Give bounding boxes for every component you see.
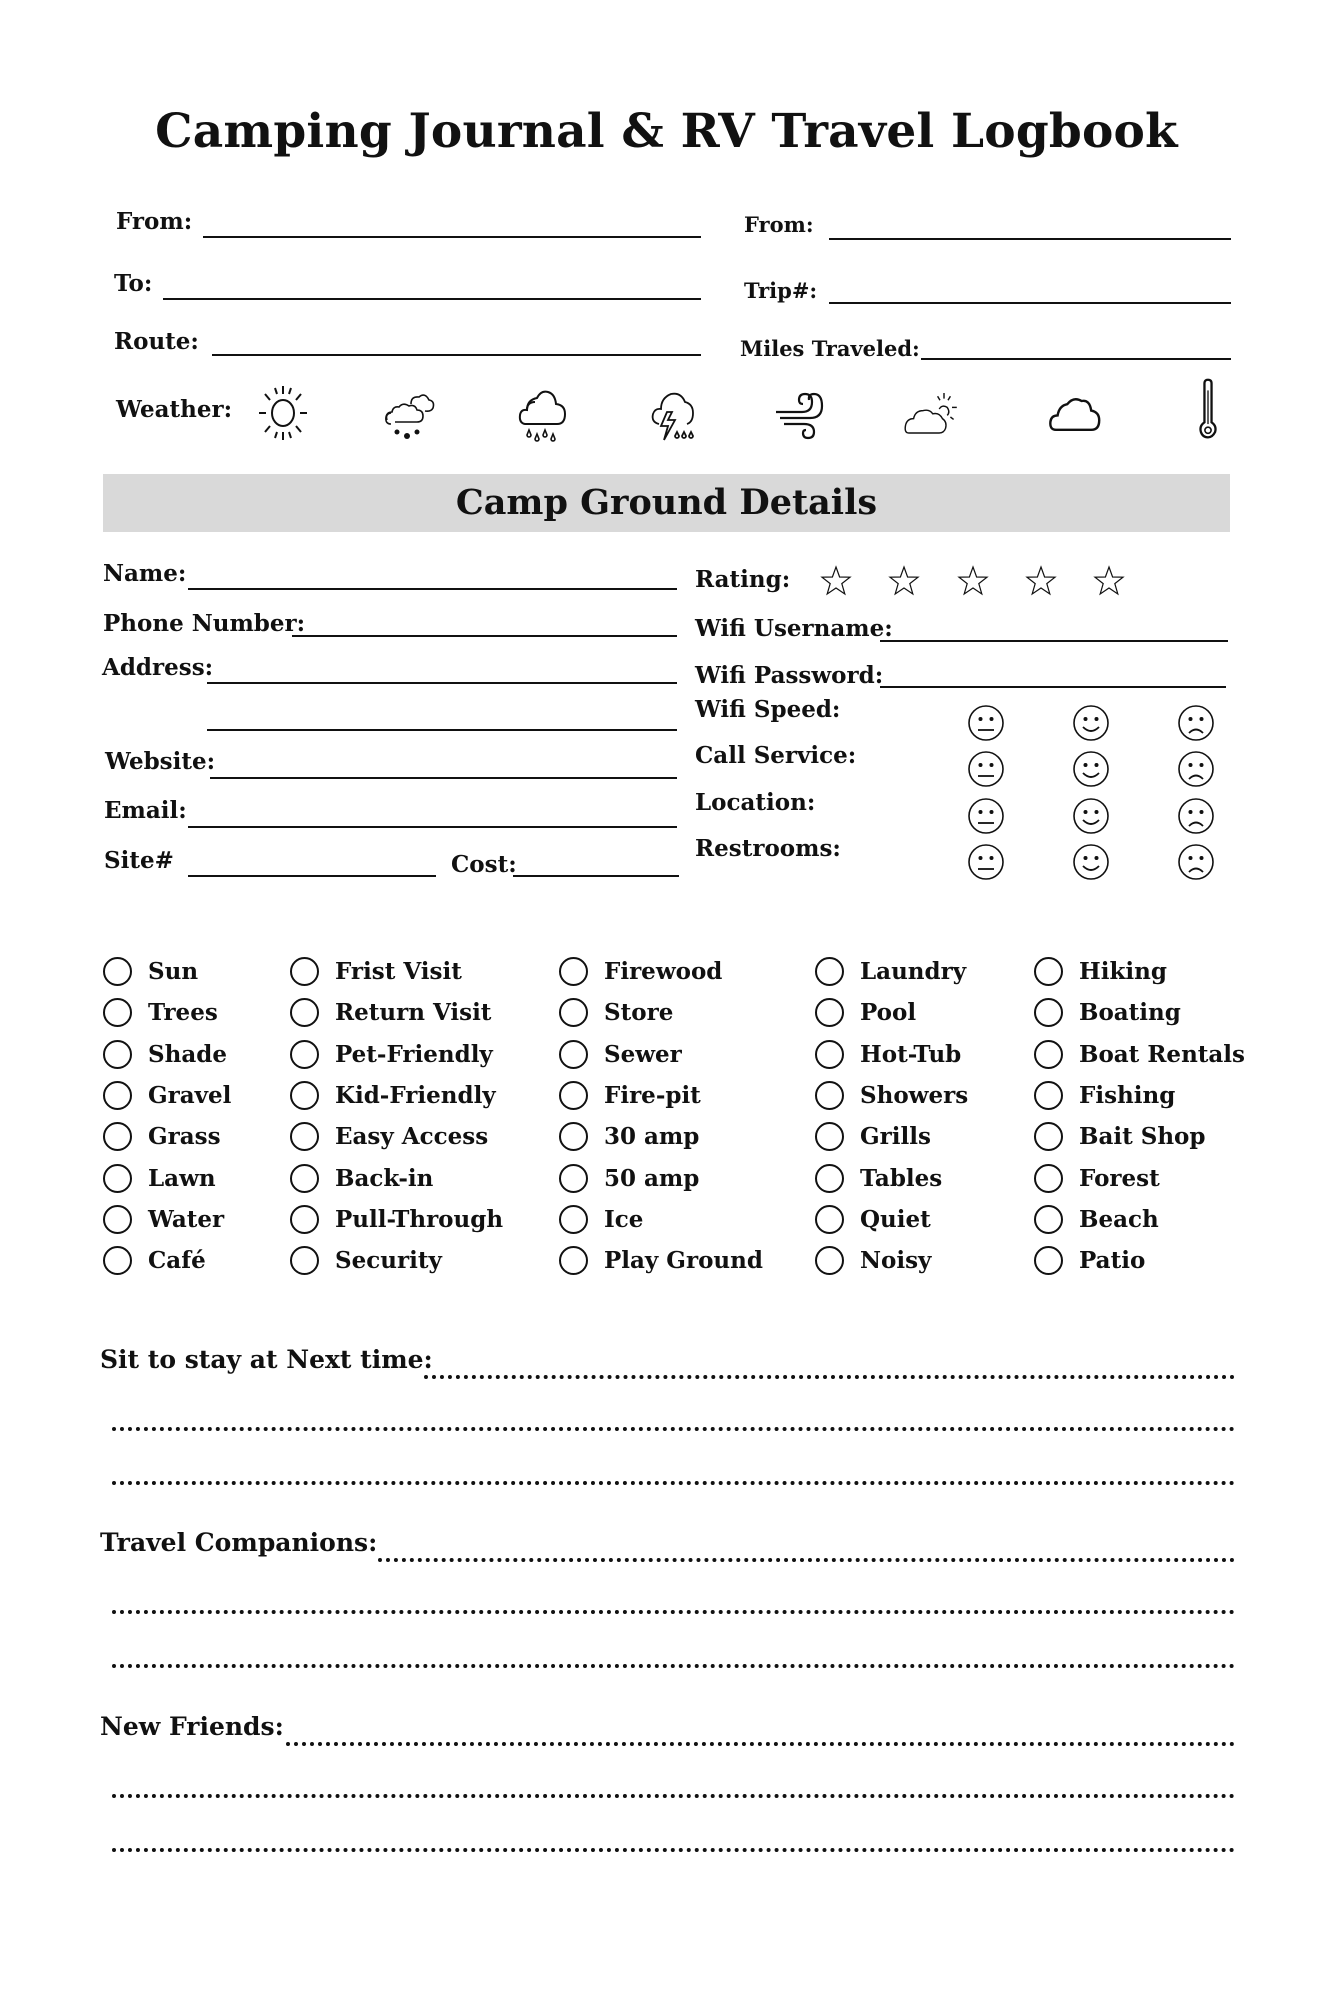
checkbox-circle-icon[interactable] bbox=[815, 1246, 844, 1275]
checkbox-circle-icon[interactable] bbox=[559, 1040, 588, 1069]
sad-face-icon[interactable] bbox=[1177, 750, 1215, 788]
checkbox-circle-icon[interactable] bbox=[1034, 1040, 1063, 1069]
checkbox-circle-icon[interactable] bbox=[103, 1205, 132, 1234]
checkbox-circle-icon[interactable] bbox=[815, 957, 844, 986]
checkbox-circle-icon[interactable] bbox=[1034, 1205, 1063, 1234]
checklist-item-label: Quiet bbox=[860, 1205, 931, 1233]
checkbox-circle-icon[interactable] bbox=[290, 1246, 319, 1275]
checkbox-circle-icon[interactable] bbox=[103, 1246, 132, 1275]
checklist-item-label: Pool bbox=[860, 998, 917, 1026]
notes-field-continuation[interactable] bbox=[112, 1794, 1235, 1798]
checklist-item-label: Gravel bbox=[148, 1081, 232, 1109]
checklist-item-label: Laundry bbox=[860, 957, 967, 985]
checklist-item-label: Ice bbox=[604, 1205, 644, 1233]
checklist-item-label: Water bbox=[148, 1205, 225, 1233]
happy-face-icon[interactable] bbox=[1072, 843, 1110, 881]
checklist-item-label: 50 amp bbox=[604, 1164, 700, 1192]
email-field[interactable] bbox=[188, 826, 677, 828]
from-field[interactable] bbox=[203, 236, 701, 238]
address-label: Address: bbox=[102, 654, 214, 681]
checklist-item-label: Frist Visit bbox=[335, 957, 462, 985]
checklist-item[interactable] bbox=[559, 1160, 699, 1196]
notes-field-continuation[interactable] bbox=[112, 1664, 1235, 1668]
assessment-label: Call Service: bbox=[695, 742, 857, 769]
checkbox-circle-icon[interactable] bbox=[559, 1246, 588, 1275]
checklist-item[interactable] bbox=[559, 994, 673, 1030]
checklist-item[interactable] bbox=[103, 1160, 216, 1196]
checklist-item-label: Easy Access bbox=[335, 1122, 489, 1150]
name-field[interactable] bbox=[188, 588, 677, 590]
checklist-item[interactable] bbox=[290, 1160, 433, 1196]
phone-label: Phone Number: bbox=[103, 610, 306, 637]
neutral-face-icon[interactable] bbox=[967, 843, 1005, 881]
checklist-item[interactable] bbox=[815, 1242, 931, 1278]
checklist-item[interactable] bbox=[1034, 1118, 1205, 1154]
checklist-item[interactable] bbox=[290, 1036, 493, 1072]
checkbox-circle-icon[interactable] bbox=[290, 957, 319, 986]
checklist-item-label: Store bbox=[604, 998, 674, 1026]
checklist-item[interactable] bbox=[1034, 1201, 1159, 1237]
checkbox-circle-icon[interactable] bbox=[815, 998, 844, 1027]
checklist-item[interactable] bbox=[815, 994, 916, 1030]
wind-icon[interactable] bbox=[772, 382, 828, 444]
checklist-item[interactable] bbox=[103, 953, 198, 989]
checklist-item-label: Grass bbox=[148, 1122, 221, 1150]
checklist-item-label: Noisy bbox=[860, 1246, 932, 1274]
wifi-username-label: Wifi Username: bbox=[695, 615, 893, 642]
checklist-item[interactable] bbox=[559, 1242, 763, 1278]
checklist-item-label: Return Visit bbox=[335, 998, 492, 1026]
checklist-item-label: Shade bbox=[148, 1040, 227, 1068]
address-line-2-field[interactable] bbox=[207, 729, 677, 731]
checklist-item-label: Back-in bbox=[335, 1164, 434, 1192]
from-right-label: From: bbox=[744, 212, 814, 237]
route-field[interactable] bbox=[212, 354, 701, 356]
checklist-item[interactable] bbox=[1034, 1077, 1175, 1113]
from-right-field[interactable] bbox=[829, 238, 1231, 240]
rating-star-icon[interactable] bbox=[888, 565, 920, 597]
checkbox-circle-icon[interactable] bbox=[815, 1205, 844, 1234]
from-label: From: bbox=[116, 208, 193, 235]
checkbox-circle-icon[interactable] bbox=[103, 1164, 132, 1193]
notes-field-continuation[interactable] bbox=[112, 1427, 1235, 1431]
checkbox-circle-icon[interactable] bbox=[290, 1040, 319, 1069]
checklist-item[interactable] bbox=[1034, 1036, 1245, 1072]
site-field[interactable] bbox=[188, 875, 436, 877]
checklist-item-label: Boating bbox=[1079, 998, 1181, 1026]
notes-label: New Friends: bbox=[100, 1712, 284, 1741]
snow-cloud-icon[interactable] bbox=[381, 382, 437, 444]
rating-star-icon[interactable] bbox=[820, 565, 852, 597]
neutral-face-icon[interactable] bbox=[967, 750, 1005, 788]
checklist-item-label: Trees bbox=[148, 998, 218, 1026]
wifi-username-field[interactable] bbox=[880, 640, 1228, 642]
checklist-item-label: Kid-Friendly bbox=[335, 1081, 496, 1109]
checklist-item[interactable] bbox=[1034, 994, 1181, 1030]
checkbox-circle-icon[interactable] bbox=[1034, 998, 1063, 1027]
checklist-item-label: Security bbox=[335, 1246, 442, 1274]
checklist-item-label: Play Ground bbox=[604, 1246, 763, 1274]
checklist-item-label: Café bbox=[148, 1246, 206, 1274]
sad-face-icon[interactable] bbox=[1177, 704, 1215, 742]
checkbox-circle-icon[interactable] bbox=[815, 1164, 844, 1193]
cloud-icon[interactable] bbox=[1048, 382, 1104, 444]
neutral-face-icon[interactable] bbox=[967, 704, 1005, 742]
checklist-item[interactable] bbox=[103, 1201, 224, 1237]
website-field[interactable] bbox=[210, 777, 677, 779]
name-label: Name: bbox=[103, 560, 187, 587]
notes-label: Sit to stay at Next time: bbox=[100, 1345, 433, 1374]
address-field[interactable] bbox=[207, 682, 677, 684]
checklist-item[interactable] bbox=[290, 1118, 488, 1154]
checkbox-circle-icon[interactable] bbox=[559, 1164, 588, 1193]
happy-face-icon[interactable] bbox=[1072, 750, 1110, 788]
checklist-item-label: 30 amp bbox=[604, 1122, 700, 1150]
checklist-item-label: Tables bbox=[860, 1164, 943, 1192]
checklist-item[interactable] bbox=[103, 1242, 206, 1278]
checklist-item[interactable] bbox=[815, 1201, 931, 1237]
checklist-item[interactable] bbox=[815, 1118, 931, 1154]
checkbox-circle-icon[interactable] bbox=[559, 1122, 588, 1151]
notes-field-continuation[interactable] bbox=[112, 1848, 1235, 1852]
page-title: Camping Journal & RV Travel Logbook bbox=[155, 104, 1178, 159]
trip-number-field[interactable] bbox=[829, 302, 1231, 304]
sad-face-icon[interactable] bbox=[1177, 843, 1215, 881]
checklist-item[interactable] bbox=[1034, 1160, 1160, 1196]
checkbox-circle-icon[interactable] bbox=[559, 1205, 588, 1234]
notes-field[interactable] bbox=[378, 1558, 1235, 1562]
partly-cloudy-icon[interactable] bbox=[904, 382, 960, 444]
rating-label: Rating: bbox=[695, 566, 791, 593]
checklist-item-label: Hiking bbox=[1079, 957, 1167, 985]
checklist-item-label: Bait Shop bbox=[1079, 1122, 1206, 1150]
checklist-item-label: Pet-Friendly bbox=[335, 1040, 493, 1068]
checklist-item[interactable] bbox=[559, 1077, 701, 1113]
rating-star-icon[interactable] bbox=[1025, 565, 1057, 597]
checkbox-circle-icon[interactable] bbox=[559, 957, 588, 986]
sad-face-icon[interactable] bbox=[1177, 797, 1215, 835]
campground-section-header bbox=[103, 474, 1230, 532]
checkbox-circle-icon[interactable] bbox=[290, 1122, 319, 1151]
trip-number-label: Trip#: bbox=[744, 278, 818, 303]
notes-field-continuation[interactable] bbox=[112, 1481, 1235, 1485]
email-label: Email: bbox=[104, 797, 187, 824]
checkbox-circle-icon[interactable] bbox=[815, 1122, 844, 1151]
checklist-item-label: Fire-pit bbox=[604, 1081, 701, 1109]
rain-cloud-icon[interactable] bbox=[515, 382, 571, 444]
checkbox-circle-icon[interactable] bbox=[290, 1205, 319, 1234]
checklist-item-label: Grills bbox=[860, 1122, 931, 1150]
checklist-item[interactable] bbox=[290, 953, 462, 989]
assessment-label: Wifi Speed: bbox=[695, 696, 841, 723]
checklist-item[interactable] bbox=[815, 953, 966, 989]
phone-field[interactable] bbox=[292, 635, 677, 637]
weather-label: Weather: bbox=[116, 396, 233, 423]
checklist-item[interactable] bbox=[1034, 953, 1167, 989]
checkbox-circle-icon[interactable] bbox=[1034, 957, 1063, 986]
miles-traveled-label: Miles Traveled: bbox=[740, 336, 920, 361]
checkbox-circle-icon[interactable] bbox=[103, 957, 132, 986]
checkbox-circle-icon[interactable] bbox=[815, 1040, 844, 1069]
notes-field[interactable] bbox=[286, 1742, 1235, 1746]
checklist-item[interactable] bbox=[290, 994, 491, 1030]
site-label: Site# bbox=[104, 847, 174, 874]
checkbox-circle-icon[interactable] bbox=[290, 1081, 319, 1110]
checkbox-circle-icon[interactable] bbox=[1034, 1081, 1063, 1110]
cost-field[interactable] bbox=[513, 875, 679, 877]
happy-face-icon[interactable] bbox=[1072, 704, 1110, 742]
checklist-item-label: Sewer bbox=[604, 1040, 682, 1068]
checklist-item[interactable] bbox=[815, 1036, 961, 1072]
checkbox-circle-icon[interactable] bbox=[103, 998, 132, 1027]
checkbox-circle-icon[interactable] bbox=[1034, 1122, 1063, 1151]
checkbox-circle-icon[interactable] bbox=[290, 998, 319, 1027]
rating-star-icon[interactable] bbox=[1093, 565, 1125, 597]
checklist-item[interactable] bbox=[815, 1160, 942, 1196]
checklist-item-label: Fishing bbox=[1079, 1081, 1176, 1109]
assessment-label: Location: bbox=[695, 789, 816, 816]
thunderstorm-icon[interactable] bbox=[645, 382, 701, 444]
thermometer-icon[interactable] bbox=[1180, 378, 1236, 440]
checklist-item-label: Pull-Through bbox=[335, 1205, 504, 1233]
checklist-item[interactable] bbox=[559, 1036, 682, 1072]
checklist-item[interactable] bbox=[103, 1036, 227, 1072]
checklist-item-label: Beach bbox=[1079, 1205, 1159, 1233]
cost-label: Cost: bbox=[451, 851, 517, 878]
checklist-item[interactable] bbox=[290, 1242, 442, 1278]
checkbox-circle-icon[interactable] bbox=[103, 1122, 132, 1151]
website-label: Website: bbox=[105, 748, 216, 775]
checklist-item-label: Patio bbox=[1079, 1246, 1146, 1274]
section-title: Camp Ground Details bbox=[455, 482, 878, 523]
checklist-item[interactable] bbox=[103, 1118, 221, 1154]
checkbox-circle-icon[interactable] bbox=[1034, 1246, 1063, 1275]
checklist-item-label: Showers bbox=[860, 1081, 969, 1109]
checklist-item-label: Boat Rentals bbox=[1079, 1040, 1245, 1068]
checklist-item-label: Forest bbox=[1079, 1164, 1160, 1192]
checklist-item[interactable] bbox=[559, 1201, 643, 1237]
checkbox-circle-icon[interactable] bbox=[559, 1081, 588, 1110]
route-label: Route: bbox=[114, 328, 199, 355]
checklist-item[interactable] bbox=[290, 1077, 496, 1113]
checkbox-circle-icon[interactable] bbox=[1034, 1164, 1063, 1193]
checklist-item-label: Lawn bbox=[148, 1164, 216, 1192]
assessment-label: Restrooms: bbox=[695, 835, 841, 862]
checklist-item-label: Hot-Tub bbox=[860, 1040, 962, 1068]
checklist-item-label: Firewood bbox=[604, 957, 723, 985]
checklist-item[interactable] bbox=[559, 1118, 699, 1154]
notes-field-continuation[interactable] bbox=[112, 1610, 1235, 1614]
checkbox-circle-icon[interactable] bbox=[103, 1040, 132, 1069]
checklist-item[interactable] bbox=[103, 1077, 231, 1113]
checklist-item-label: Sun bbox=[148, 957, 199, 985]
checklist-item[interactable] bbox=[559, 953, 722, 989]
checklist-item[interactable] bbox=[103, 994, 218, 1030]
happy-face-icon[interactable] bbox=[1072, 797, 1110, 835]
checkbox-circle-icon[interactable] bbox=[103, 1081, 132, 1110]
checklist-item[interactable] bbox=[1034, 1242, 1145, 1278]
to-label: To: bbox=[114, 270, 153, 297]
checkbox-circle-icon[interactable] bbox=[559, 998, 588, 1027]
checklist-item[interactable] bbox=[290, 1201, 503, 1237]
wifi-password-field[interactable] bbox=[880, 686, 1226, 688]
miles-traveled-field[interactable] bbox=[921, 358, 1231, 360]
rating-star-icon[interactable] bbox=[957, 565, 989, 597]
notes-label: Travel Companions: bbox=[100, 1528, 378, 1557]
wifi-password-label: Wifi Password: bbox=[695, 662, 884, 689]
checkbox-circle-icon[interactable] bbox=[290, 1164, 319, 1193]
checklist-item[interactable] bbox=[815, 1077, 968, 1113]
sun-icon[interactable] bbox=[255, 382, 311, 444]
notes-field[interactable] bbox=[424, 1375, 1235, 1379]
checkbox-circle-icon[interactable] bbox=[815, 1081, 844, 1110]
neutral-face-icon[interactable] bbox=[967, 797, 1005, 835]
to-field[interactable] bbox=[163, 298, 701, 300]
